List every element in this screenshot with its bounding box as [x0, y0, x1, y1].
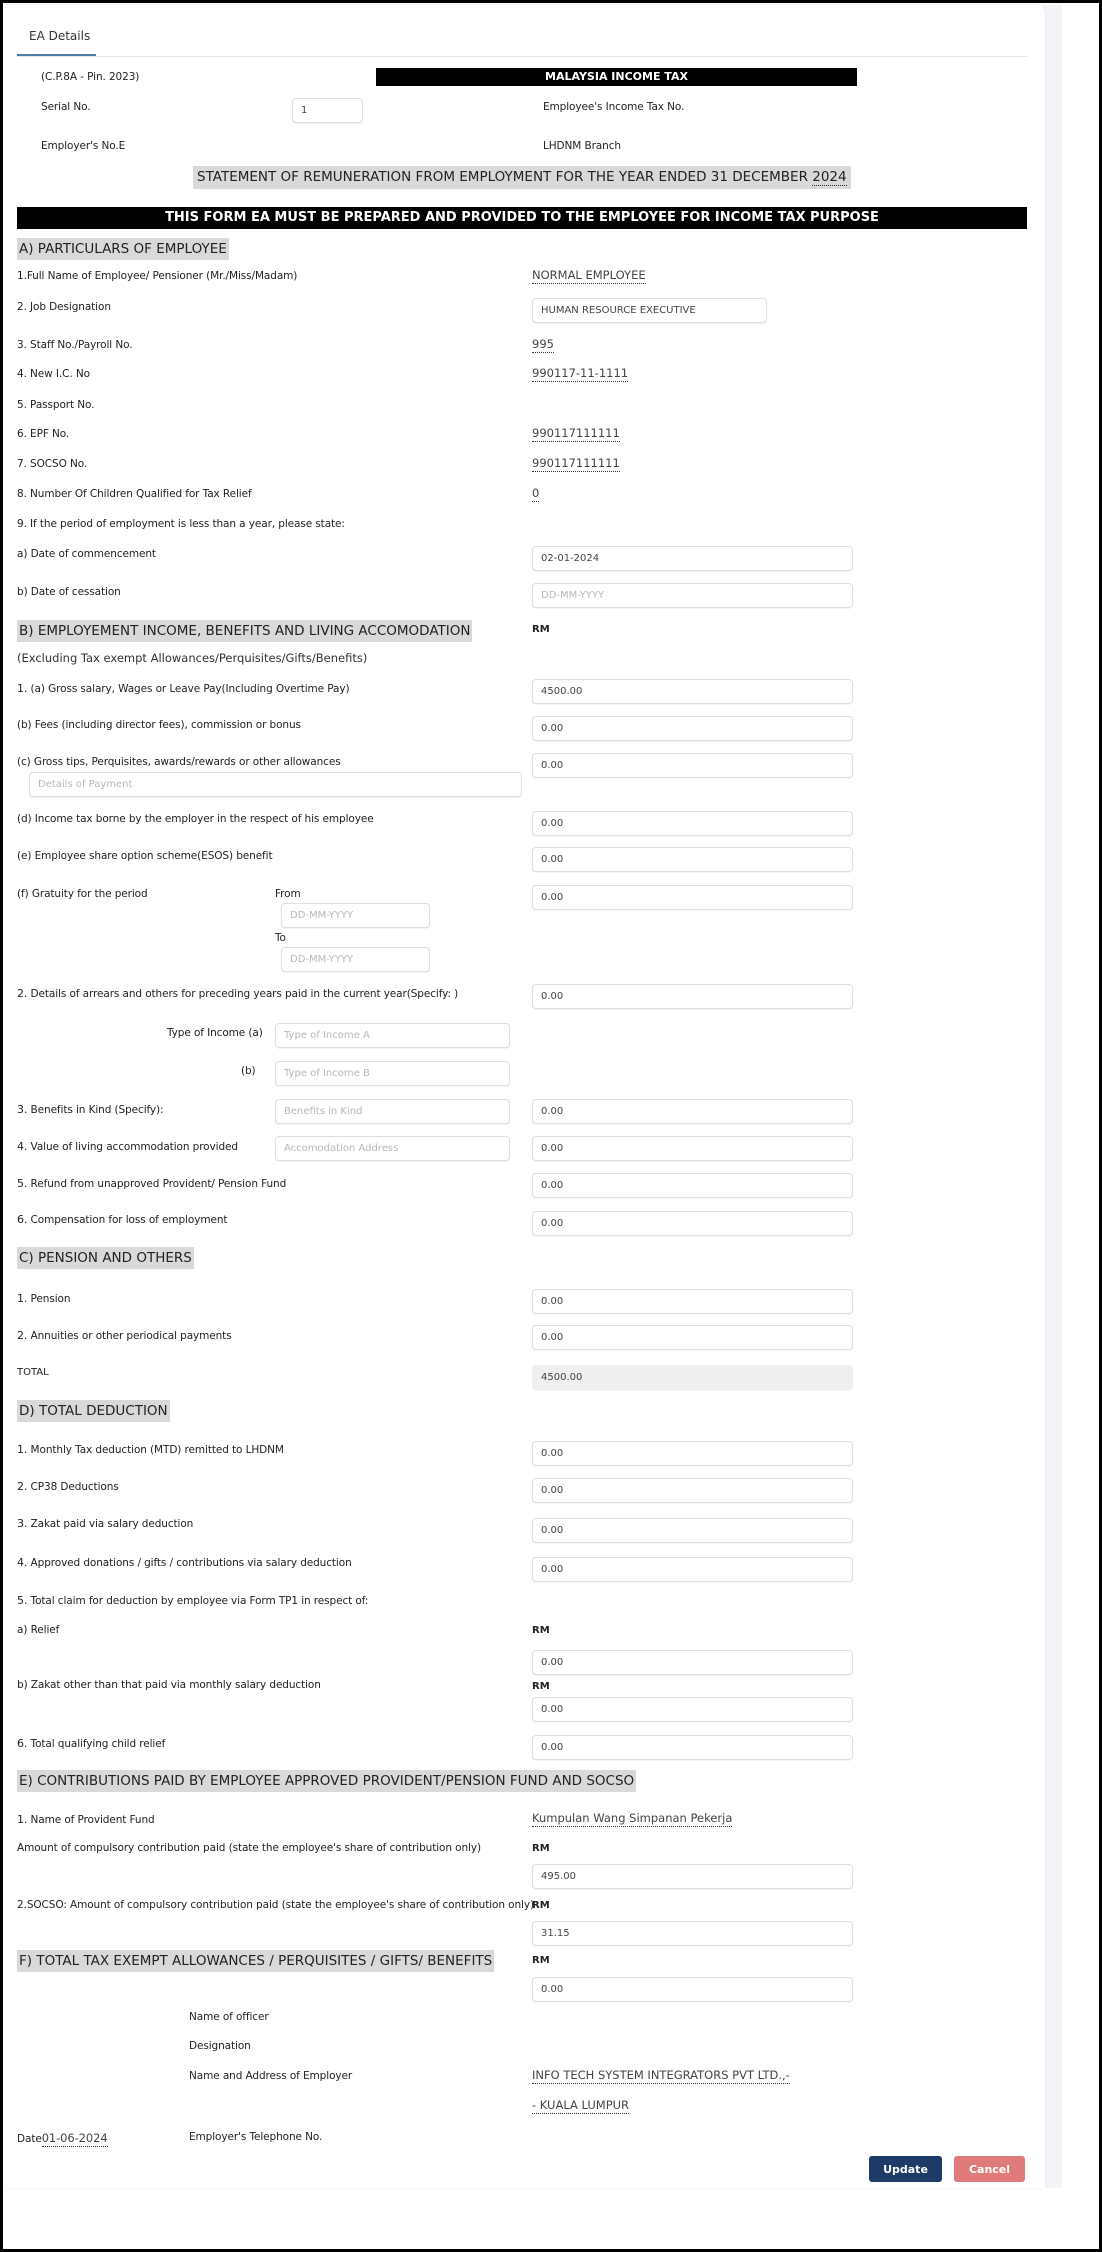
section-a-heading: A) PARTICULARS OF EMPLOYEE — [17, 238, 229, 260]
tp1-num: 5. — [17, 1594, 28, 1607]
cp38-num: 2. — [17, 1480, 28, 1493]
section-b-heading: B) EMPLOYEMENT INCOME, BENEFITS AND LIVING ACCOMODATION — [17, 620, 472, 642]
cessation-label: b) Date of cessation — [17, 586, 121, 598]
cancel-button[interactable]: Cancel — [954, 2156, 1025, 2182]
tab-ea-details[interactable]: EA Details — [29, 29, 91, 43]
gross-salary-num: 1. — [17, 682, 28, 695]
update-button[interactable]: Update — [869, 2156, 942, 2182]
employer-city-value: - KUALA LUMPUR — [532, 2098, 630, 2112]
gross-salary-input[interactable] — [532, 679, 853, 704]
accommodation-text: Value of living accommodation provided — [30, 1141, 238, 1153]
type-income-b-input[interactable] — [275, 1061, 510, 1086]
tp1-label — [17, 1594, 368, 1607]
type-income-a-label: Type of Income (a) — [167, 1027, 263, 1039]
pension-label — [17, 1292, 70, 1305]
child-relief-input[interactable] — [532, 1735, 853, 1760]
section-d-heading: D) TOTAL DEDUCTION — [17, 1400, 170, 1422]
annuities-num: 2. — [17, 1329, 28, 1342]
pension-text: Pension — [30, 1293, 71, 1305]
period-label: 9. If the period of employment is less than a year, please state: — [17, 518, 345, 530]
bik-input[interactable] — [532, 1099, 853, 1124]
tab-divider — [17, 56, 1027, 57]
cessation-date-input[interactable] — [532, 583, 853, 608]
employer-name-value: INFO TECH SYSTEM INTEGRATORS PVT LTD.,- — [532, 2068, 790, 2082]
bik-num: 3. — [17, 1103, 28, 1116]
provident-fund-label — [17, 1813, 155, 1826]
pension-input[interactable] — [532, 1289, 853, 1314]
relief-label: a) Relief — [17, 1624, 60, 1636]
total-input — [532, 1365, 853, 1390]
commencement-date-input[interactable] — [532, 546, 853, 571]
epf-amount-input[interactable] — [532, 1864, 853, 1889]
children-value: 0 — [532, 486, 540, 500]
employer-no-label: Employer's No.E — [41, 140, 126, 152]
refund-num: 5. — [17, 1177, 28, 1190]
serial-no-label: Serial No. — [41, 101, 91, 113]
socso-amount-label: 2.SOCSO: Amount of compulsory contribution paid (state the employee's share of contribution only) — [17, 1899, 534, 1911]
section-b-rm-label: RM — [532, 624, 550, 635]
type-income-a-input[interactable] — [275, 1023, 510, 1048]
zakat-input[interactable] — [532, 1518, 853, 1543]
section-e-heading: E) CONTRIBUTIONS PAID BY EMPLOYEE APPROVED PROVIDENT/PENSION FUND AND SOCSO — [17, 1770, 636, 1792]
compensation-num: 6. — [17, 1213, 28, 1226]
compensation-label — [17, 1213, 227, 1226]
full-name-value: NORMAL EMPLOYEE — [532, 268, 646, 282]
socso-no-value: 990117111111 — [532, 456, 620, 470]
tips-label: (c) Gross tips, Perquisites, awards/rewards or other allowances — [17, 756, 341, 768]
section-f-rm-label: RM — [532, 1955, 550, 1966]
relief-input[interactable] — [532, 1650, 853, 1675]
statement-year: 2024 — [812, 169, 847, 185]
statement-heading — [193, 166, 851, 189]
zakat-text: Zakat paid via salary deduction — [30, 1518, 194, 1530]
donations-input[interactable] — [532, 1557, 853, 1582]
cp38-label — [17, 1480, 119, 1493]
arrears-label — [17, 987, 458, 1000]
tp1-text: Total claim for deduction by employee via Form TP1 in respect of: — [30, 1595, 369, 1607]
refund-input[interactable] — [532, 1173, 853, 1198]
epf-amount-label: Amount of compulsory contribution paid (state the employee's share of contribution only) — [17, 1842, 481, 1854]
children-label: 8. Number Of Children Qualified for Tax Relief — [17, 488, 252, 500]
date-field — [17, 2131, 108, 2145]
accommodation-label — [17, 1140, 238, 1153]
mtd-num: 1. — [17, 1443, 28, 1456]
epf-no-label: 6. EPF No. — [17, 428, 70, 440]
employer-address-label: Name and Address of Employer — [189, 2070, 353, 2082]
provident-fund-text: Name of Provident Fund — [30, 1814, 155, 1826]
cp38-text: CP38 Deductions — [30, 1481, 119, 1493]
statement-text: STATEMENT OF REMUNERATION FROM EMPLOYMENT FOR THE YEAR ENDED 31 DECEMBER — [197, 169, 813, 185]
form-ea-banner: THIS FORM EA MUST BE PREPARED AND PROVIDED TO THE EMPLOYEE FOR INCOME TAX PURPOSE — [17, 207, 1027, 229]
ea-details-card — [3, 5, 1045, 2188]
tips-input[interactable] — [532, 753, 853, 778]
lhdnm-branch-label: LHDNM Branch — [543, 140, 621, 152]
compensation-text: Compensation for loss of employment — [30, 1214, 228, 1226]
compensation-input[interactable] — [532, 1211, 853, 1236]
commencement-label: a) Date of commencement — [17, 548, 156, 560]
child-relief-num: 6. — [17, 1737, 28, 1750]
date-label: Date — [17, 2133, 42, 2145]
employee-tax-no-label: Employee's Income Tax No. — [543, 101, 685, 113]
child-relief-label — [17, 1737, 165, 1750]
socso-amount-rm-label: RM — [532, 1900, 550, 1911]
section-b-subtitle: (Excluding Tax exempt Allowances/Perquisites/Gifts/Benefits) — [17, 651, 368, 665]
section-f-heading: F) TOTAL TAX EXEMPT ALLOWANCES / PERQUISITES / GIFTS/ BENEFITS — [17, 1950, 494, 1972]
donations-num: 4. — [17, 1556, 28, 1569]
income-tax-borne-input[interactable] — [532, 811, 853, 836]
refund-label — [17, 1177, 286, 1190]
gratuity-to-label: To — [275, 932, 286, 944]
gratuity-input[interactable] — [532, 885, 853, 910]
gratuity-from-input[interactable] — [281, 903, 430, 928]
zakat-other-rm-label: RM — [532, 1681, 550, 1692]
arrears-input[interactable] — [532, 984, 853, 1009]
mtd-label — [17, 1443, 284, 1456]
esos-input[interactable] — [532, 847, 853, 872]
relief-rm-label: RM — [532, 1625, 550, 1636]
staff-no-value: 995 — [532, 337, 554, 351]
refund-text: Refund from unapproved Provident/ Pension Fund — [30, 1178, 287, 1190]
date-value: 01-06-2024 — [41, 2131, 108, 2145]
donations-text: Approved donations / gifts / contributions via salary deduction — [30, 1557, 352, 1569]
ic-no-value: 990117-11-1111 — [532, 366, 629, 380]
socso-amount-input[interactable] — [532, 1921, 853, 1946]
serial-no-input[interactable] — [292, 98, 363, 123]
designation-label: Designation — [189, 2040, 251, 2052]
gratuity-to-input[interactable] — [281, 947, 430, 972]
bik-text: Benefits in Kind (Specify): — [30, 1104, 164, 1116]
malaysia-income-tax-bar: MALAYSIA INCOME TAX — [376, 68, 857, 86]
pension-num: 1. — [17, 1292, 28, 1305]
mtd-input[interactable] — [532, 1441, 853, 1466]
job-designation-input[interactable] — [532, 298, 767, 323]
total-label: TOTAL — [17, 1367, 49, 1378]
section-c-heading: C) PENSION AND OTHERS — [17, 1247, 194, 1269]
gross-salary-text: (a) Gross salary, Wages or Leave Pay(Including Overtime Pay) — [30, 683, 350, 695]
gross-salary-label — [17, 682, 350, 695]
bik-label — [17, 1103, 163, 1116]
ic-no-label: 4. New I.C. No — [17, 368, 90, 380]
annuities-label — [17, 1329, 232, 1342]
passport-no-label: 5. Passport No. — [17, 399, 95, 411]
bik-specify-input[interactable] — [275, 1099, 510, 1124]
full-name-label: 1.Full Name of Employee/ Pensioner (Mr./Miss/Madam) — [17, 270, 298, 282]
accommodation-address-input[interactable] — [275, 1136, 510, 1161]
child-relief-text: Total qualifying child relief — [30, 1738, 166, 1750]
tax-exempt-input[interactable] — [532, 1977, 853, 2002]
accommodation-input[interactable] — [532, 1136, 853, 1161]
epf-amount-rm-label: RM — [532, 1843, 550, 1854]
donations-label — [17, 1556, 352, 1569]
details-of-payment-input[interactable] — [29, 772, 522, 797]
gratuity-from-label: From — [275, 888, 301, 900]
fees-label: (b) Fees (including director fees), commission or bonus — [17, 719, 301, 731]
cp38-input[interactable] — [532, 1478, 853, 1503]
mtd-text: Monthly Tax deduction (MTD) remitted to LHDNM — [30, 1444, 284, 1456]
provident-fund-num: 1. — [17, 1813, 28, 1826]
form-code: (C.P.8A - Pin. 2023) — [41, 71, 140, 83]
annuities-input[interactable] — [532, 1325, 853, 1350]
zakat-num: 3. — [17, 1517, 28, 1530]
officer-name-label: Name of officer — [189, 2011, 269, 2023]
provident-fund-value: Kumpulan Wang Simpanan Pekerja — [532, 1811, 733, 1825]
fees-input[interactable] — [532, 716, 853, 741]
socso-no-label: 7. SOCSO No. — [17, 458, 88, 470]
staff-no-label: 3. Staff No./Payroll No. — [17, 339, 133, 351]
accommodation-num: 4. — [17, 1140, 28, 1153]
gratuity-label: (f) Gratuity for the period — [17, 888, 148, 900]
epf-no-value: 990117111111 — [532, 426, 620, 440]
job-designation-label: 2. Job Designation — [17, 301, 111, 313]
scrollbar-track[interactable] — [1043, 5, 1062, 2188]
type-income-b-label: (b) — [241, 1065, 256, 1077]
esos-label: (e) Employee share option scheme(ESOS) benefit — [17, 850, 273, 862]
arrears-text: Details of arrears and others for preceding years paid in the current year(Specify: ) — [30, 988, 459, 1000]
annuities-text: Annuities or other periodical payments — [30, 1330, 232, 1342]
arrears-num: 2. — [17, 987, 28, 1000]
zakat-other-input[interactable] — [532, 1697, 853, 1722]
employer-telephone-label: Employer's Telephone No. — [189, 2131, 323, 2143]
zakat-other-label: b) Zakat other than that paid via monthly salary deduction — [17, 1679, 321, 1691]
income-tax-borne-label: (d) Income tax borne by the employer in the respect of his employee — [17, 813, 374, 825]
zakat-label — [17, 1517, 193, 1530]
